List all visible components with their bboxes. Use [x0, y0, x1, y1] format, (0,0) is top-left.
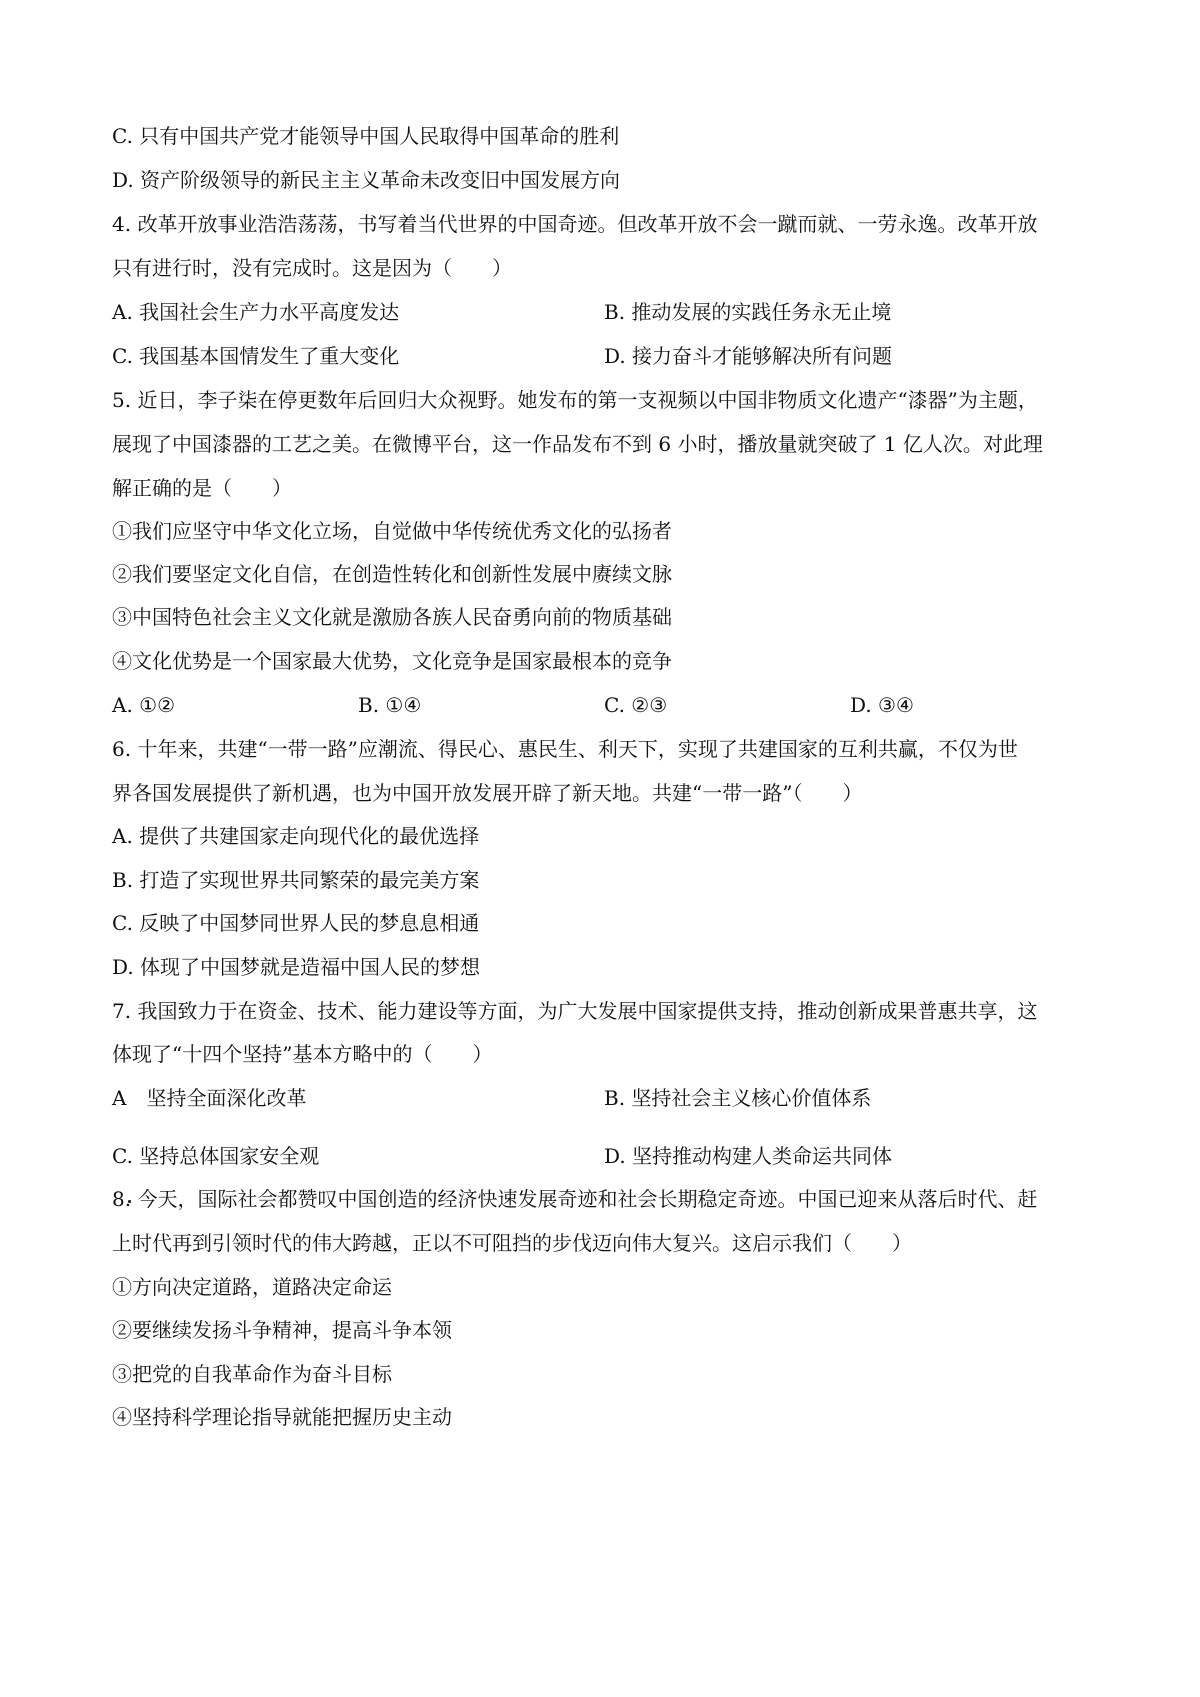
q7-stem-line1: 7. 我国致力于在资金、技术、能力建设等方面，为广大发展中国家提供支持，推动创新成果普惠共享，这: [112, 999, 1038, 1023]
q5-option-d: D. ③④: [850, 693, 914, 717]
q5-statement-3: ③中国特色社会主义文化就是激励各族人民奋勇向前的物质基础: [112, 605, 672, 629]
q4-option-a: A. 我国社会生产力水平高度发达: [112, 300, 400, 324]
q4-option-d: D. 接力奋斗才能够解决所有问题: [604, 344, 893, 368]
q6-option-a: A. 提供了共建国家走向现代化的最优选择: [112, 824, 480, 848]
q6-option-b: B. 打造了实现世界共同繁荣的最完美方案: [112, 868, 480, 892]
q5-option-a: A. ①②: [112, 693, 176, 717]
q6-option-c: C. 反映了中国梦同世界人民的梦息息相通: [112, 911, 480, 935]
q8-stem-line1: 8. 今天，国际社会都赞叹中国创造的经济快速发展奇迹和社会长期稳定奇迹。中国已迎来从落后时代、赶: [112, 1187, 1038, 1211]
q3-option-d: D. 资产阶级领导的新民主主义革命未改变旧中国发展方向: [112, 168, 621, 192]
q7-option-b: B. 坚持社会主义核心价值体系: [604, 1086, 872, 1110]
q6-option-d: D. 体现了中国梦就是造福中国人民的梦想: [112, 955, 481, 979]
q8-statement-3: ③把党的自我革命作为奋斗目标: [112, 1362, 392, 1386]
q8-statement-4: ④坚持科学理论指导就能把握历史主动: [112, 1405, 452, 1429]
q4-option-b: B. 推动发展的实践任务永无止境: [604, 300, 892, 324]
q4-stem-line1: 4. 改革开放事业浩浩荡荡，书写着当代世界的中国奇迹。但改革开放不会一蹴而就、一劳永逸。改革开放: [112, 212, 1038, 236]
q5-statement-2: ②我们要坚定文化自信，在创造性转化和创新性发展中赓续文脉: [112, 562, 672, 586]
q3-option-c: C. 只有中国共产党才能领导中国人民取得中国革命的胜利: [112, 124, 620, 148]
q5-statement-4: ④文化优势是一个国家最大优势，文化竞争是国家最根本的竞争: [112, 649, 672, 673]
q5-option-b: B. ①④: [358, 693, 422, 717]
q4-option-c: C. 我国基本国情发生了重大变化: [112, 344, 400, 368]
q5-stem-line3: 解正确的是（ ）: [112, 476, 292, 500]
q7-option-a: A 坚持全面深化改革: [112, 1086, 307, 1110]
q5-stem-line1: 5. 近日，李子柒在停更数年后回归大众视野。她发布的第一支视频以中国非物质文化遗产“漆器”为主题，: [112, 388, 1038, 412]
q7-option-c: C. 坚持总体国家安全观: [112, 1144, 320, 1168]
q7-option-d: D. 坚持推动构建人类命运共同体: [604, 1144, 893, 1168]
q8-stem-line2: 上时代再到引领时代的伟大跨越，正以不可阻挡的步伐迈向伟大复兴。这启示我们（ ）: [112, 1231, 912, 1255]
q8-statement-1: ①方向决定道路，道路决定命运: [112, 1275, 392, 1299]
q8-statement-2: ②要继续发扬斗争精神，提高斗争本领: [112, 1318, 452, 1342]
q5-option-c: C. ②③: [604, 693, 668, 717]
q5-statement-1: ①我们应坚守中华文化立场，自觉做中华传统优秀文化的弘扬者: [112, 519, 672, 543]
q5-stem-line2: 展现了中国漆器的工艺之美。在微博平台，这一作品发布不到 6 小时，播放量就突破了 1 亿人次。对此理: [112, 432, 1043, 456]
q6-stem-line2: 界各国发展提供了新机遇，也为中国开放发展开辟了新天地。共建“一带一路”（ ）: [112, 781, 863, 805]
q7-stem-line2: 体现了“十四个坚持”基本方略中的（ ）: [112, 1042, 493, 1066]
q6-stem-line1: 6. 十年来，共建“一带一路”应潮流、得民心、惠民生、利天下，实现了共建国家的互利共赢，不仅为世: [112, 737, 1018, 761]
q4-stem-line2: 只有进行时，没有完成时。这是因为（ ）: [112, 256, 512, 280]
